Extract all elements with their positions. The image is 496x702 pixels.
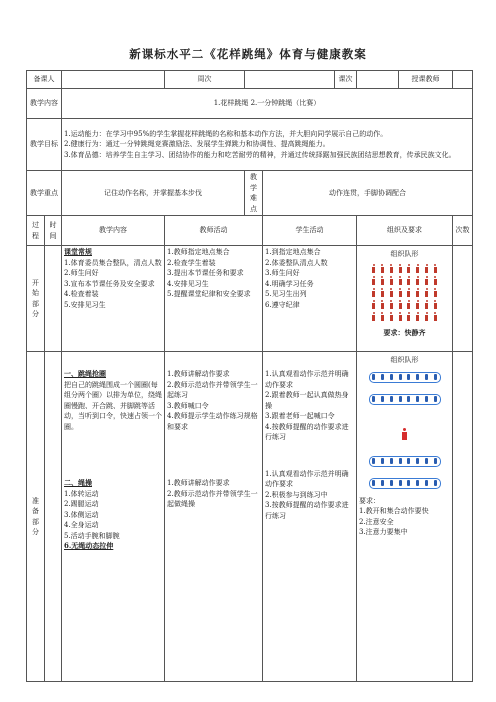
key-label: 教学重点 (27, 171, 62, 216)
content-line: 2.踢腿运动 (64, 500, 99, 508)
student-icon (433, 264, 437, 274)
student-icon (425, 276, 429, 286)
prep-count (453, 352, 473, 682)
student-icon (416, 288, 420, 298)
student-icon (389, 264, 393, 274)
requirement-label: 要求： (359, 496, 380, 505)
student-icon (425, 300, 429, 310)
student-line-icon (369, 478, 441, 489)
student-icon (389, 288, 393, 298)
student-icon (425, 264, 429, 274)
column-header-row (27, 216, 473, 246)
start-row (27, 246, 473, 352)
student-icon (433, 276, 437, 286)
student-icon (398, 300, 402, 310)
col-content: 教学内容 (62, 216, 165, 246)
week-value (245, 71, 335, 89)
content-value: 1.花样跳绳 2.一分钟跳绳（比赛） (62, 89, 473, 119)
goal-line: 3.体育品德：培养学生自主学习、团结协作的能力和吃苦耐劳的精神，并通过传统择踞加强民族团结思想教育，传承民族文化。 (64, 150, 456, 159)
student-line: 3.师生问好 (265, 269, 300, 277)
student-icon (398, 264, 402, 274)
content-line: 4.检查着装 (64, 290, 99, 298)
routine-title: 课堂常规 (64, 247, 92, 256)
start-stage: 开始部分 (27, 246, 45, 352)
col-teacher: 教师活动 (165, 216, 263, 246)
student-icon (380, 288, 384, 298)
student-line-icon (369, 394, 441, 405)
student-line: 1.到指定地点集合 (265, 248, 321, 256)
rope-circle-title: 一、跳绳抢圈 (64, 369, 106, 378)
col-student: 学生活动 (263, 216, 357, 246)
content-line: 1.体育委员集合整队，清点人数 (64, 258, 162, 267)
formation-row (372, 276, 438, 288)
col-process: 过程 (27, 216, 45, 246)
lesson-value (357, 71, 399, 89)
rope-circle-text: 把自己的跳绳围成一个圆圈(每组分两个圈）以排为单位，绕绳圈慢跑、开合跳、并脚跳等活动，当听到口令，快速占领一个圈。 (64, 380, 162, 431)
student-icon (433, 312, 437, 322)
content-line: 6.无绳动态拉伸 (64, 541, 114, 550)
rope-circle-formation (365, 368, 445, 496)
teacher-label: 授课教师 (399, 71, 453, 89)
student-icon (416, 264, 420, 274)
student-icon (433, 300, 437, 310)
week-label: 周次 (165, 71, 245, 89)
goal-line: 1.运动能力：在学习中95%的学生掌握花样跳绳的名称和基本动作方法，并大胆向同学展示自己的动作。 (64, 129, 388, 138)
start-org (357, 246, 453, 352)
col-org: 组织及要求 (357, 216, 453, 246)
start-teacher (165, 246, 263, 352)
student-line: 4.按教师提醒的动作要求进行练习 (265, 422, 349, 441)
student-icon (407, 288, 411, 298)
student-line: 2.积极参与到练习中 (265, 490, 328, 499)
teacher-line: 1.教师指定地点集合 (167, 248, 230, 256)
student-line: 5.见习生出列 (265, 290, 307, 298)
formation-row (372, 288, 438, 300)
student-icon (425, 312, 429, 322)
col-time: 时间 (45, 216, 62, 246)
student-icon (389, 300, 393, 310)
content-line: 5.活动手腕和脚腕 (64, 531, 120, 540)
student-line-icon (369, 372, 441, 383)
content-line: 2.师生问好 (64, 269, 99, 277)
start-content (62, 246, 165, 352)
formation-row (372, 312, 438, 324)
goals-label: 教学目标 (27, 119, 62, 171)
student-line: 6.遵守纪律 (265, 300, 300, 309)
formation-row (372, 300, 438, 312)
header-row (27, 71, 473, 89)
student-icon (407, 312, 411, 322)
student-line: 4.明确学习任务 (265, 279, 314, 288)
teacher-line: 3.提出本节课任务和要求 (167, 269, 244, 277)
goal-line: 2.健康行为：通过一分钟跳绳竞赛激励法、发展学生弹跳力和协调性、提高跳绳能力。 (64, 140, 330, 149)
student-icon (407, 300, 411, 310)
goals-value (62, 119, 473, 171)
student-icon (389, 276, 393, 286)
lesson-plan-table (26, 70, 473, 682)
prep-stage: 准备部分 (27, 352, 45, 682)
student-line: 2.体委整队清点人数 (265, 258, 328, 267)
content-line: 3.体侧运动 (64, 510, 99, 519)
student-icon (372, 312, 376, 322)
prep-teacher (165, 352, 263, 682)
prep-content (62, 352, 165, 682)
student-line: 3.跟着老师一起喊口令 (265, 412, 335, 420)
student-icon (398, 276, 402, 286)
student-line-icon (369, 456, 441, 467)
student-line: 2.跟着教师一起认真做热身操 (265, 391, 349, 410)
formation-row (372, 264, 438, 276)
teacher-line: 4.教师提示学生动作练习规格和要求 (167, 412, 258, 431)
goals-row (27, 119, 473, 171)
teacher-line: 1.教师讲解动作要求 (167, 370, 230, 378)
content-line: 4.全身运动 (64, 521, 99, 529)
student-icon (372, 276, 376, 286)
teacher-icon (402, 428, 407, 440)
teacher-line: 2.教师示范动作并带领学生一起做绳操 (167, 489, 258, 508)
start-time (45, 246, 62, 352)
start-student (263, 246, 357, 352)
teacher-value (453, 71, 473, 89)
student-line: 1.认真观看动作示范并明确动作要求 (265, 370, 349, 389)
student-line: 3.按教师提醒的动作要求进行练习 (265, 501, 349, 520)
formation-title: 组织队形 (390, 250, 419, 258)
requirement-line: 3.注意力要集中 (359, 528, 408, 536)
content-line: 1.体转运动 (64, 489, 99, 498)
student-icon (416, 300, 420, 310)
page-title: 新课标水平二《花样跳绳》体育与健康教案 (129, 47, 367, 61)
col-count: 次数 (453, 216, 473, 246)
student-icon (416, 312, 420, 322)
key-row (27, 171, 473, 216)
student-icon (389, 312, 393, 322)
student-icon (407, 264, 411, 274)
rope-exercise-title: 二、绳操 (64, 478, 92, 487)
student-icon (380, 276, 384, 286)
preparer-label: 备课人 (27, 71, 62, 89)
requirement-line: 2.注意安全 (359, 517, 394, 526)
prep-time (45, 352, 62, 682)
teacher-line: 3.教师喊口令 (167, 401, 209, 410)
teacher-line: 1.教师讲解动作要求 (167, 479, 230, 487)
student-icon (380, 300, 384, 310)
student-icon (380, 312, 384, 322)
formation-grid (372, 264, 438, 324)
student-icon (433, 288, 437, 298)
student-line: 1.认真观看动作示范并明确动作要求 (265, 469, 349, 488)
content-line: 5.安排见习生 (64, 300, 106, 309)
student-icon (372, 288, 376, 298)
lesson-label: 课次 (335, 71, 357, 89)
content-label: 教学内容 (27, 89, 62, 119)
student-icon (425, 288, 429, 298)
teacher-line: 4.安排见习生 (167, 279, 209, 288)
student-icon (372, 300, 376, 310)
formation-requirement: 要求：快静齐 (383, 327, 426, 337)
key-value: 记住动作名称，并掌握基本步伐 (62, 171, 245, 216)
prep-student (263, 352, 357, 682)
requirement-line: 1.教开和集合动作要快 (359, 507, 429, 515)
formation-title: 组织队形 (390, 356, 419, 364)
preparer-value (62, 71, 165, 89)
student-icon (372, 264, 376, 274)
difficulty-label: 教学难点 (245, 171, 263, 216)
student-icon (380, 264, 384, 274)
prep-row (27, 352, 473, 682)
student-icon (398, 312, 402, 322)
student-icon (398, 288, 402, 298)
student-icon (416, 276, 420, 286)
prep-org (357, 352, 453, 682)
student-icon (407, 276, 411, 286)
content-row (27, 89, 473, 119)
difficulty-value: 动作连贯，手脚协调配合 (263, 171, 473, 216)
teacher-line: 2.检查学生着装 (167, 258, 216, 267)
teacher-line: 2.教师示范动作并带领学生一起练习 (167, 380, 258, 399)
start-count (453, 246, 473, 352)
teacher-line: 5.提醒课堂纪律和安全要求 (167, 290, 251, 298)
content-line: 3.宣布本节课任务及安全要求 (64, 279, 155, 288)
